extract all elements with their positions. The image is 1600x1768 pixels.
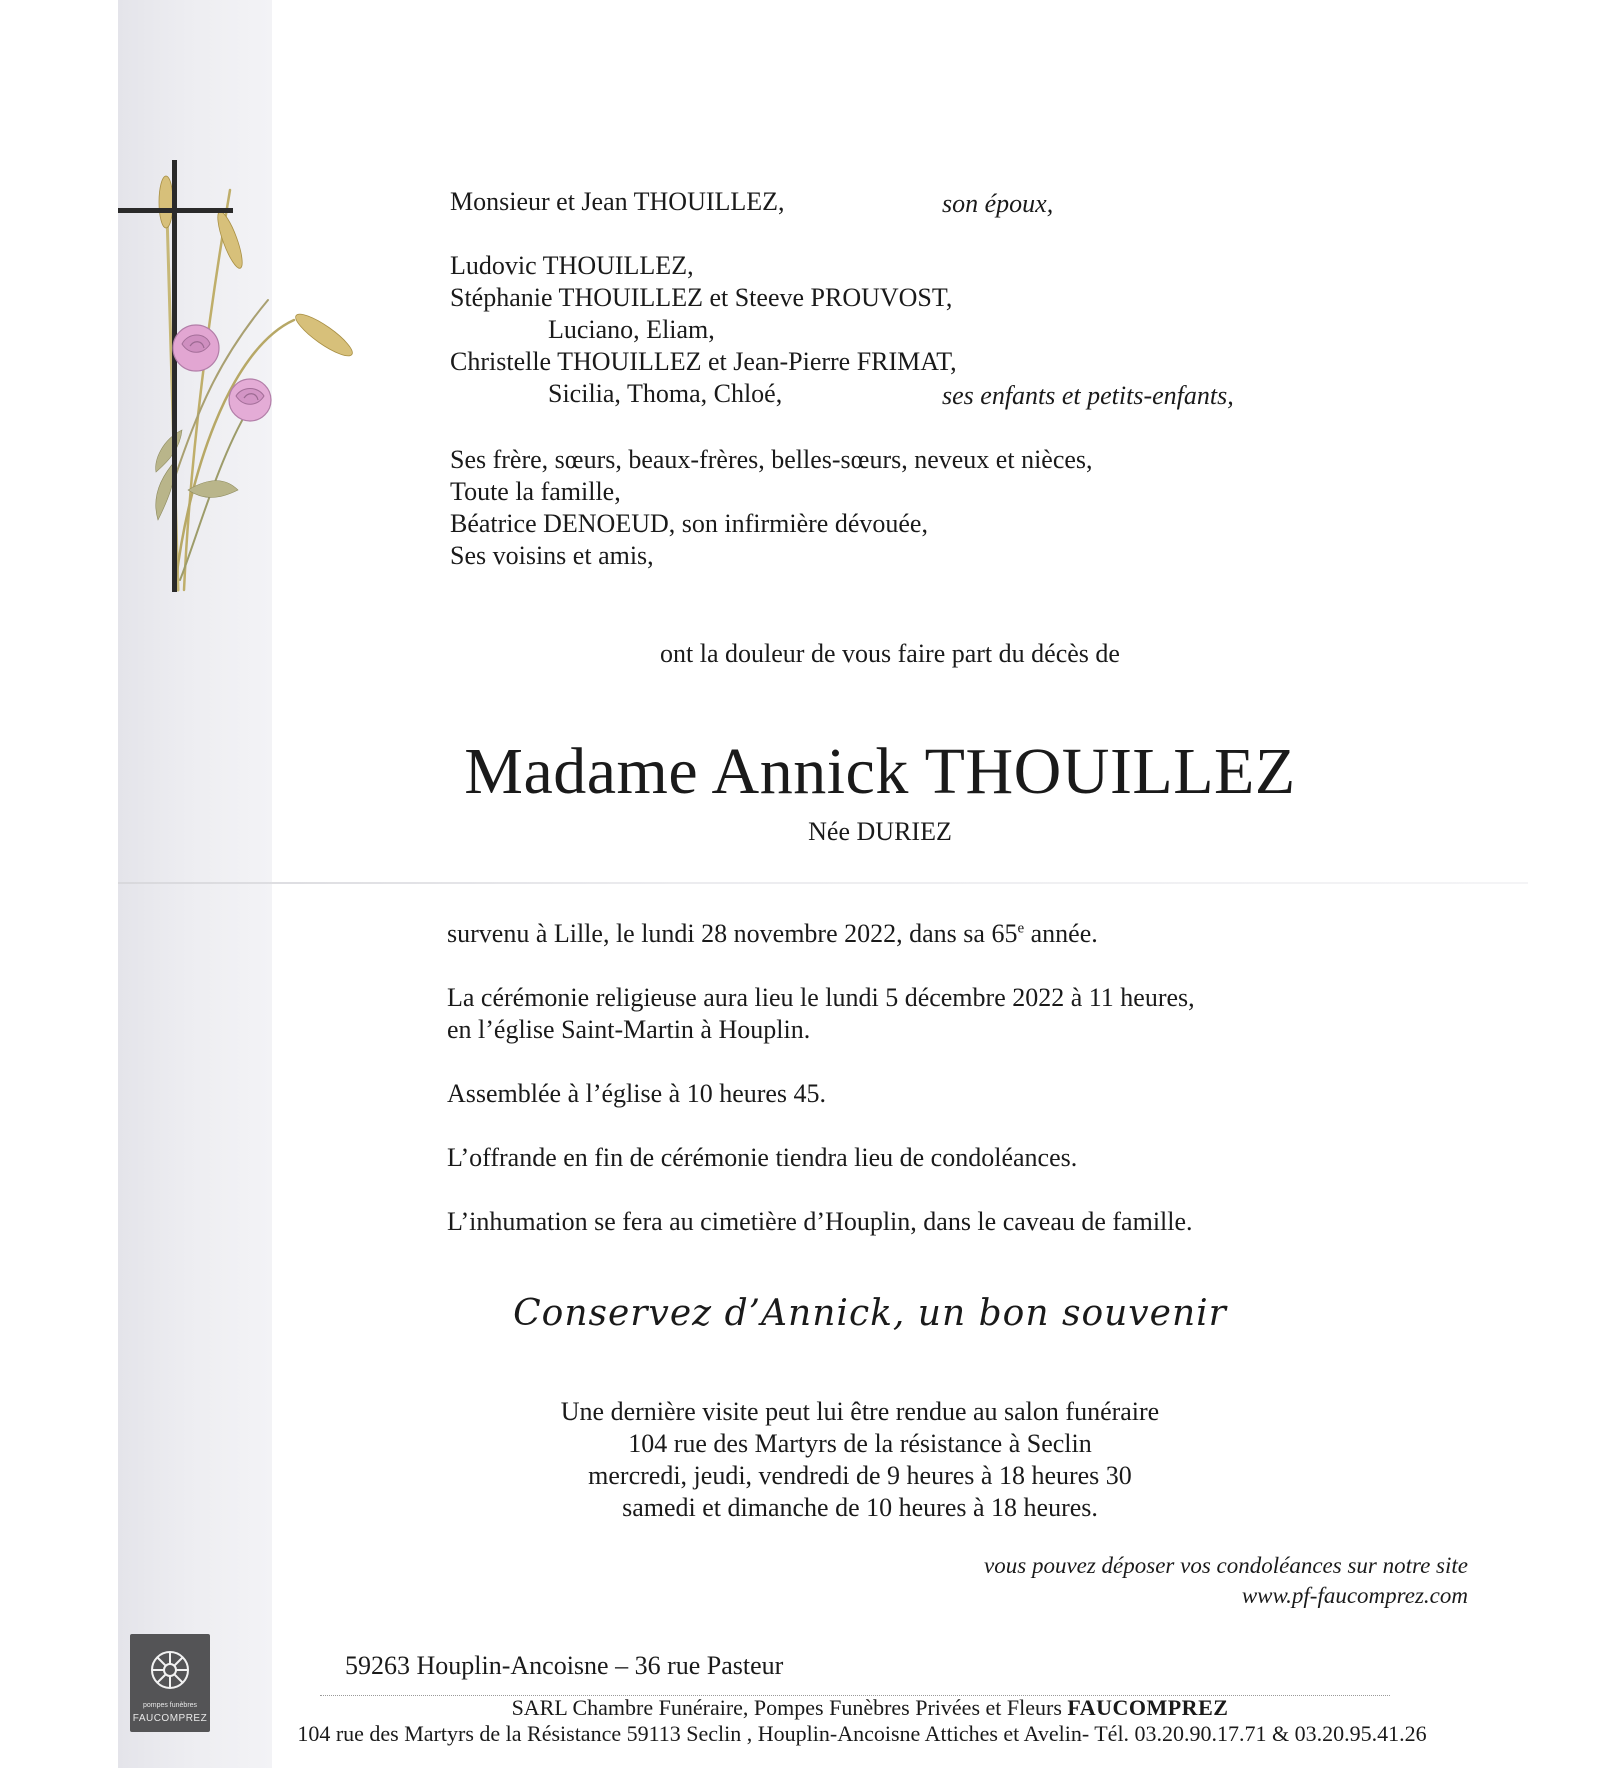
children-role: ses enfants et petits-enfants, (942, 381, 1234, 410)
logo-caption: pompes funèbres (142, 1702, 198, 1709)
flower-logo-icon (130, 1640, 210, 1700)
footer-contact: 104 rue des Martyrs de la Résistance 59113 Seclin , Houplin-Ancoisne Attiches et Avelin- Tél. 03.20.90.17.71 & 03.20.95.41.26 (297, 1721, 1427, 1746)
burial-line: L’inhumation se fera au cimetière d’Houplin, dans le caveau de famille. (447, 1207, 1193, 1236)
offering-line: L’offrande en fin de cérémonie tiendra lieu de condoléances. (447, 1143, 1078, 1172)
family-line: Christelle THOUILLEZ et Jean-Pierre FRIMAT, (450, 347, 957, 376)
spouse-line: Monsieur et Jean THOUILLEZ, (450, 187, 785, 216)
family-line: Sicilia, Thoma, Chloé, (548, 379, 783, 408)
visit-line: mercredi, jeudi, vendredi de 9 heures à 18 heures 30 (588, 1461, 1132, 1490)
script-memory-line: Conservez d’Annick, un bon souvenir (513, 1293, 1227, 1334)
visit-line: samedi et dimanche de 10 heures à 18 heures. (622, 1493, 1098, 1522)
faucomprez-logo (130, 1634, 210, 1732)
logo-brand: FAUCOMPREZ (132, 1713, 208, 1724)
family-line: Stéphanie THOUILLEZ et Steeve PROUVOST, (450, 283, 953, 312)
condolence-text: vous pouvez déposer vos condoléances sur notre site (984, 1553, 1468, 1578)
assembly-line: Assemblée à l’église à 10 heures 45. (447, 1079, 827, 1108)
family-line: Luciano, Eliam, (548, 315, 715, 344)
visit-line: 104 rue des Martyrs de la résistance à Seclin (628, 1429, 1092, 1458)
ceremony-line: La cérémonie religieuse aura lieu le lundi 5 décembre 2022 à 11 heures, (447, 983, 1195, 1012)
family-line: Ludovic THOUILLEZ, (450, 251, 694, 280)
spouse-role: son époux, (942, 189, 1054, 218)
deceased-name: Madame Annick THOUILLEZ (464, 735, 1296, 808)
page-fold-line (118, 882, 1528, 884)
footer-company: SARL Chambre Funéraire, Pompes Funèbres Privées et Fleurs FAUCOMPREZ (511, 1695, 1229, 1720)
family-line: Toute la famille, (450, 477, 621, 506)
family-line: Béatrice DENOEUD, son infirmière dévouée, (450, 509, 928, 538)
family-line: Ses frère, sœurs, beaux-frères, belles-sœurs, neveux et nièces, (450, 445, 1093, 474)
visit-line: Une dernière visite peut lui être rendue au salon funéraire (560, 1397, 1160, 1426)
footer-address: 59263 Houplin-Ancoisne – 36 rue Pasteur (345, 1651, 784, 1680)
death-details: survenu à Lille, le lundi 28 novembre 2022, dans sa 65e année. (447, 919, 1098, 948)
cross-flowers-illustration (118, 160, 408, 680)
maiden-name: Née DURIEZ (808, 817, 952, 846)
announcement-line: ont la douleur de vous faire part du décès de (660, 639, 1120, 668)
ceremony-location: en l’église Saint-Martin à Houplin. (447, 1015, 811, 1044)
condolence-site-link[interactable]: www.pf-faucomprez.com (1241, 1583, 1468, 1608)
family-line: Ses voisins et amis, (450, 541, 654, 570)
